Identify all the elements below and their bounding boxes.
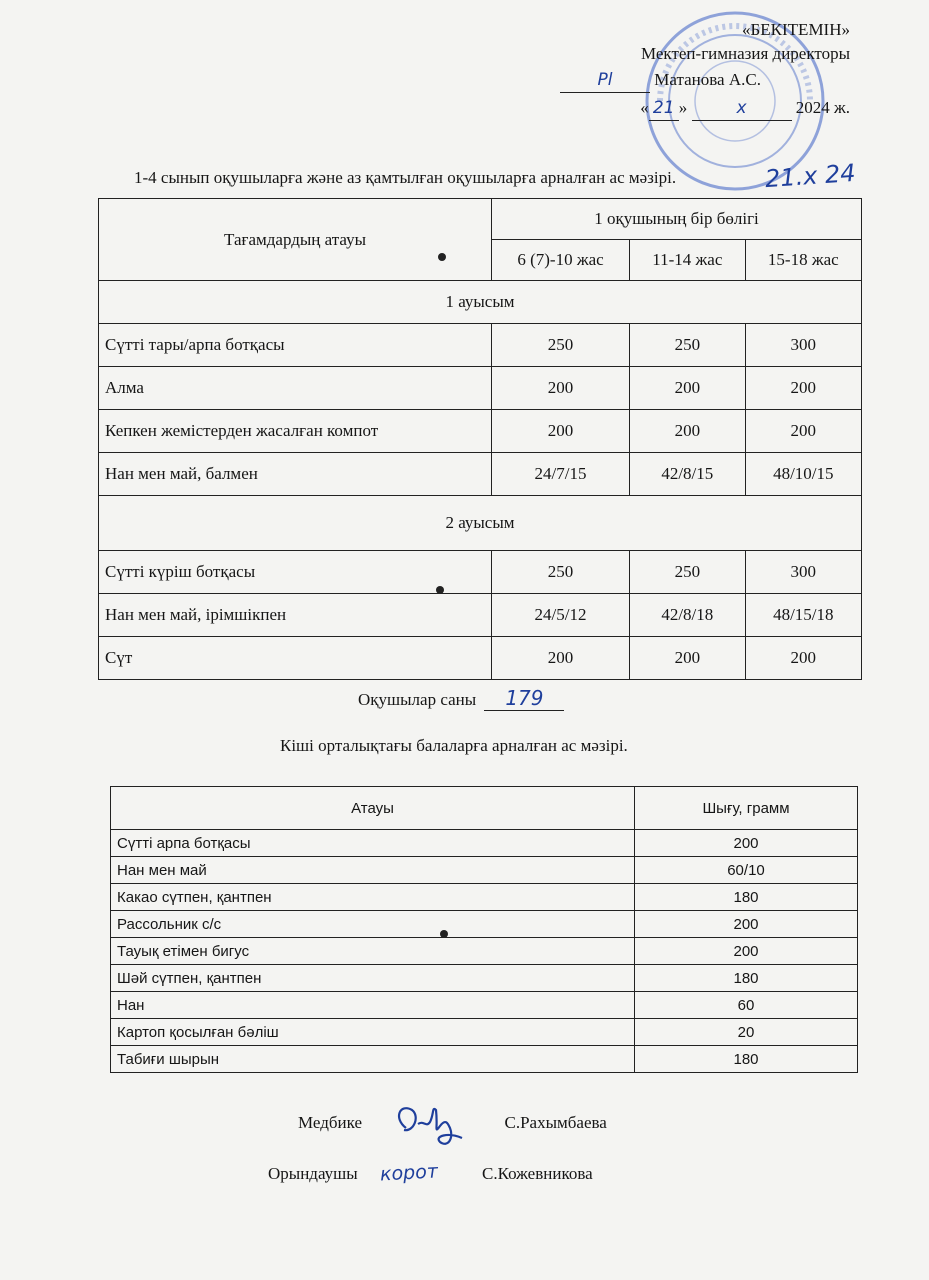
table-row [99, 324, 862, 367]
executor-signature-line [268, 1162, 593, 1184]
portion-value: 200 [745, 367, 861, 410]
dish-name: Нан мен май, балмен [99, 453, 492, 496]
students-count-line [358, 686, 564, 711]
table-row [99, 594, 862, 637]
date-quote-close: » [678, 98, 688, 117]
portion-value: 200 [492, 367, 630, 410]
item-name: Рассольник с/с [111, 911, 635, 938]
portion-value: 250 [630, 551, 746, 594]
approval-name-row [560, 68, 850, 93]
portion-value: 42/8/15 [630, 453, 746, 496]
portion-value: 300 [745, 551, 861, 594]
menu1-title: 1-4 сынып оқушыларға және аз қамтылған оқушыларға арналған ас мәзірі. [134, 168, 677, 187]
menu1-table [98, 198, 862, 680]
portion-value: 200 [745, 637, 861, 680]
table-row [111, 965, 858, 992]
col-item-name: Атауы [111, 787, 635, 830]
table-row [99, 453, 862, 496]
director-name: Матанова А.С. [654, 70, 761, 89]
table-row [111, 992, 858, 1019]
portion-value: 24/5/12 [492, 594, 630, 637]
item-yield: 20 [635, 1019, 858, 1046]
portion-value: 300 [745, 324, 861, 367]
portion-value: 200 [630, 410, 746, 453]
executor-signature-mark: корот [379, 1160, 439, 1186]
table-row [111, 1019, 858, 1046]
shift1-label: 1 ауысым [99, 281, 862, 324]
executor-name: С.Кожевникова [482, 1164, 593, 1183]
dish-name: Сүтті күріш ботқасы [99, 551, 492, 594]
table-row [99, 551, 862, 594]
table-row [111, 857, 858, 884]
table-row [99, 410, 862, 453]
item-name: Нан мен май [111, 857, 635, 884]
ink-dot [436, 586, 444, 594]
item-yield: 180 [635, 1046, 858, 1073]
ink-dot [438, 253, 446, 261]
table-row [111, 938, 858, 965]
dish-name: Кепкен жемістерден жасалған компот [99, 410, 492, 453]
table-row [111, 1046, 858, 1073]
item-name: Картоп қосылған бәліш [111, 1019, 635, 1046]
item-name: Нан [111, 992, 635, 1019]
col-yield: Шығу, грамм [635, 787, 858, 830]
date-year: 2024 ж. [795, 98, 850, 117]
shift2-label: 2 ауысым [99, 496, 862, 551]
item-yield: 180 [635, 965, 858, 992]
portion-value: 200 [492, 410, 630, 453]
item-name: Сүтті арпа ботқасы [111, 830, 635, 857]
nurse-role: Медбике [298, 1112, 362, 1132]
approval-date-row [640, 96, 850, 121]
portion-value: 42/8/18 [630, 594, 746, 637]
table-row [99, 367, 862, 410]
portion-value: 200 [630, 367, 746, 410]
item-name: Шәй сүтпен, қантпен [111, 965, 635, 992]
portion-value: 250 [492, 324, 630, 367]
date-month: x [692, 97, 792, 121]
item-name: Какао сүтпен, қантпен [111, 884, 635, 911]
table-row [99, 637, 862, 680]
item-yield: 200 [635, 938, 858, 965]
item-yield: 200 [635, 830, 858, 857]
approval-position: Мектеп-гимназия директоры [640, 44, 850, 63]
portion-value: 48/10/15 [745, 453, 861, 496]
portion-value: 200 [492, 637, 630, 680]
approval-block [520, 18, 850, 128]
portion-value: 48/15/18 [745, 594, 861, 637]
nurse-signature-mark [388, 1098, 478, 1150]
age-col-3: 15-18 жас [745, 240, 861, 281]
dish-name: Нан мен май, ірімшікпен [99, 594, 492, 637]
portion-value: 24/7/15 [492, 453, 630, 496]
date-quote-open: « [640, 98, 649, 117]
table-row [111, 911, 858, 938]
ink-dot [440, 930, 448, 938]
dish-name: Сүт [99, 637, 492, 680]
item-yield: 200 [635, 911, 858, 938]
portion-value: 250 [492, 551, 630, 594]
shift1-row [99, 281, 862, 324]
director-signature: Pl [560, 69, 650, 93]
shift2-row [99, 496, 862, 551]
menu2-header-row [111, 787, 858, 830]
item-yield: 60/10 [635, 857, 858, 884]
item-name: Табиғи шырын [111, 1046, 635, 1073]
item-yield: 60 [635, 992, 858, 1019]
item-name: Тауық етімен бигус [111, 938, 635, 965]
portion-value: 250 [630, 324, 746, 367]
dish-name: Сүтті тары/арпа ботқасы [99, 324, 492, 367]
nurse-name: С.Рахымбаева [504, 1112, 607, 1132]
table-row [111, 884, 858, 911]
handwritten-date: 21.x 24 [764, 158, 857, 194]
nurse-signature-line [298, 1098, 607, 1150]
portion-value: 200 [745, 410, 861, 453]
age-col-2: 11-14 жас [630, 240, 746, 281]
date-day: 21 [649, 97, 679, 121]
table-row [111, 830, 858, 857]
approval-heading: «БЕКІТЕМІН» [742, 20, 850, 39]
students-count-value: 179 [484, 686, 564, 711]
menu2-title: Кіші орталықтағы балаларға арналған ас мәзірі. [280, 736, 628, 755]
col-portion: 1 оқушының бір бөлігі [492, 199, 862, 240]
portion-value: 200 [630, 637, 746, 680]
dish-name: Алма [99, 367, 492, 410]
age-col-1: 6 (7)-10 жас [492, 240, 630, 281]
menu2-table [110, 786, 858, 1073]
menu1-header-row [99, 199, 862, 240]
students-count-label: Оқушылар саны [358, 690, 477, 709]
col-dish-name: Тағамдардың атауы [99, 199, 492, 281]
item-yield: 180 [635, 884, 858, 911]
executor-role: Орындаушы [268, 1164, 358, 1183]
